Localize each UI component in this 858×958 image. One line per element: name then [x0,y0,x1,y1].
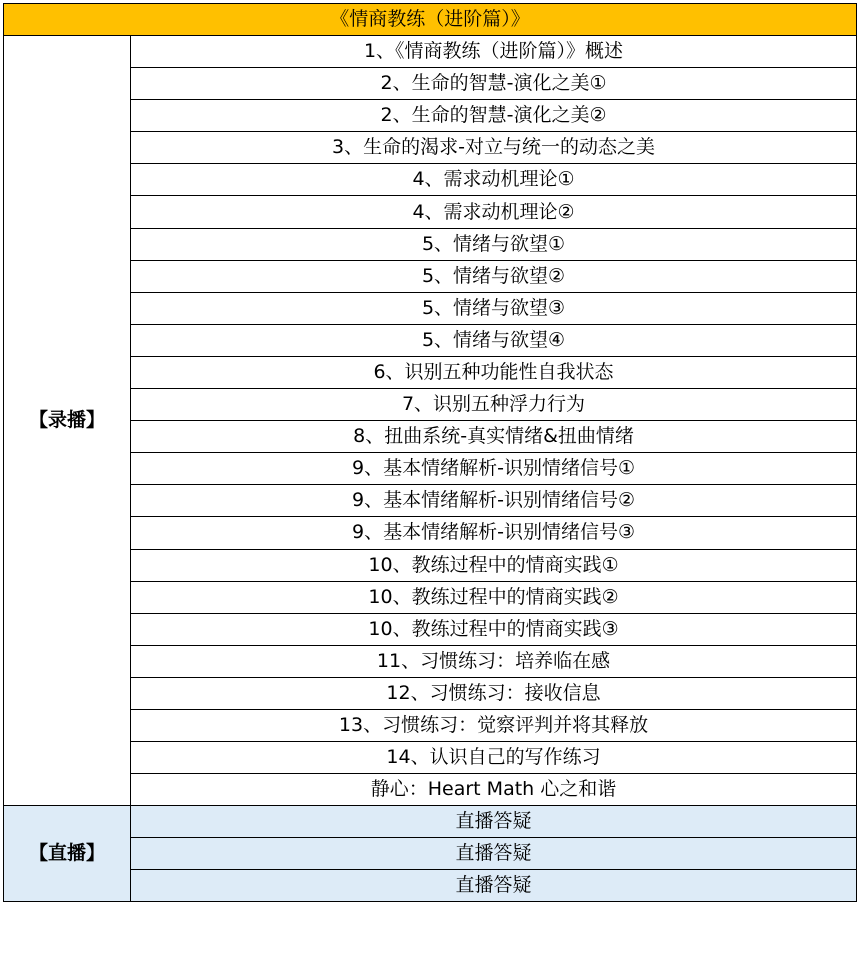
lesson-cell[interactable]: 5、情绪与欲望② [131,260,857,292]
lesson-cell[interactable]: 10、教练过程中的情商实践② [131,581,857,613]
table-row [4,356,857,388]
table-row [4,421,857,453]
table-row [4,517,857,549]
table-row [4,324,857,356]
table-row [4,645,857,677]
table-row [4,292,857,324]
lesson-cell[interactable]: 2、生命的智慧-演化之美① [131,68,857,100]
table-row [4,485,857,517]
table-row [4,581,857,613]
lesson-cell[interactable]: 7、识别五种浮力行为 [131,389,857,421]
lesson-cell[interactable]: 10、教练过程中的情商实践③ [131,613,857,645]
section-label[interactable]: 【直播】 [4,806,131,902]
table-row [4,196,857,228]
table-row [4,68,857,100]
lesson-cell[interactable]: 12、习惯练习：接收信息 [131,677,857,709]
table-row [4,677,857,709]
title-row [4,4,857,36]
lesson-cell[interactable]: 2、生命的智慧-演化之美② [131,100,857,132]
table-row [4,453,857,485]
table-row [4,806,857,838]
table-row [4,164,857,196]
lesson-cell[interactable]: 4、需求动机理论② [131,196,857,228]
lesson-cell[interactable]: 6、识别五种功能性自我状态 [131,356,857,388]
table-row [4,260,857,292]
lesson-cell[interactable]: 直播答疑 [131,838,857,870]
table-row [4,774,857,806]
lesson-cell[interactable]: 9、基本情绪解析-识别情绪信号③ [131,517,857,549]
lesson-cell[interactable]: 9、基本情绪解析-识别情绪信号② [131,485,857,517]
lesson-cell[interactable]: 5、情绪与欲望④ [131,324,857,356]
table-row [4,549,857,581]
lesson-cell[interactable]: 5、情绪与欲望③ [131,292,857,324]
lesson-cell[interactable]: 11、习惯练习：培养临在感 [131,645,857,677]
section-label[interactable]: 【录播】 [4,36,131,806]
table-row [4,838,857,870]
lesson-cell[interactable]: 13、习惯练习：觉察评判并将其释放 [131,709,857,741]
table-row [4,132,857,164]
table-row [4,36,857,68]
lesson-cell[interactable]: 1、《情商教练（进阶篇）》概述 [131,36,857,68]
course-table [3,3,857,902]
table-row [4,613,857,645]
table-row [4,389,857,421]
lesson-cell[interactable]: 直播答疑 [131,870,857,902]
lesson-cell[interactable]: 3、生命的渴求-对立与统一的动态之美 [131,132,857,164]
lesson-cell[interactable]: 5、情绪与欲望① [131,228,857,260]
table-row [4,100,857,132]
lesson-cell[interactable]: 8、扭曲系统-真实情绪&扭曲情绪 [131,421,857,453]
course-title[interactable]: 《情商教练（进阶篇）》 [4,4,857,36]
lesson-cell[interactable]: 14、认识自己的写作练习 [131,742,857,774]
lesson-cell[interactable]: 10、教练过程中的情商实践① [131,549,857,581]
lesson-cell[interactable]: 静心：Heart Math 心之和谐 [131,774,857,806]
lesson-cell[interactable]: 直播答疑 [131,806,857,838]
lesson-cell[interactable]: 4、需求动机理论① [131,164,857,196]
lesson-cell[interactable]: 9、基本情绪解析-识别情绪信号① [131,453,857,485]
table-row [4,870,857,902]
table-row [4,228,857,260]
table-row [4,709,857,741]
table-row [4,742,857,774]
